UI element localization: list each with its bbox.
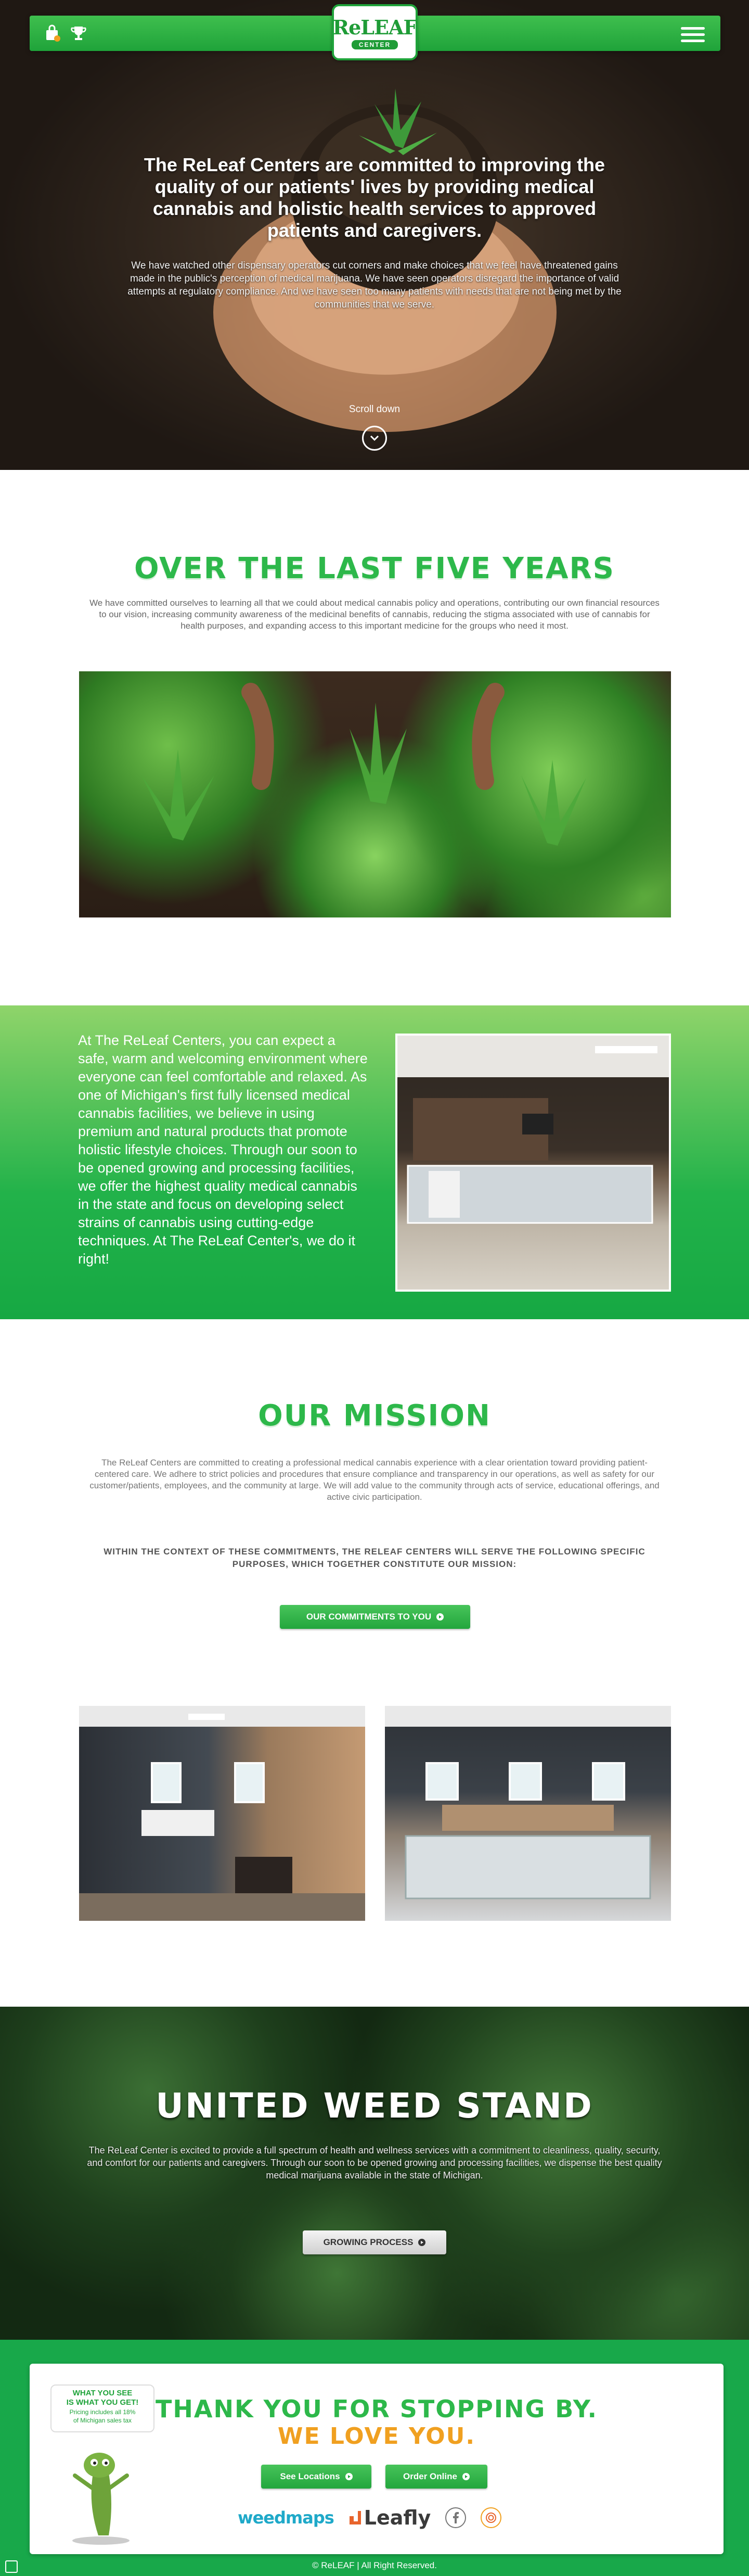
order-online-button[interactable] xyxy=(385,2465,487,2489)
mission-text: The ReLeaf Centers are committed to creating a professional medical cannabis experience with a clear orientation toward providing patient-centered care. We adhere to strict policies and procedures that ensure compliance and transparency in our operations, as well as safety for our customer/patients, employees, and the community at large. We will add value to the community through acts of service, educational offerings, and active civic participation. xyxy=(89,1458,660,1502)
badge-line-2: IS WHAT YOU GET! xyxy=(66,2398,139,2407)
instagram-icon[interactable] xyxy=(481,2507,501,2528)
releaf-logo[interactable] xyxy=(332,4,418,60)
arrow-right-icon xyxy=(418,2239,425,2246)
growing-process-label: GROWING PROCESS xyxy=(323,2237,414,2247)
mission-purpose-statement: WITHIN THE CONTEXT OF THESE COMMITMENTS, THE RELEAF CENTERS WILL SERVE THE FOLLOWING SPECIFIC PURPOSES, WHICH TOGETHER CONSTITUTE OUR MISSION: xyxy=(104,1547,645,1569)
badge-line-4: of Michigan sales tax xyxy=(73,2417,132,2424)
footer-card xyxy=(30,2364,724,2554)
lizard-mascot-icon xyxy=(62,2442,140,2546)
leafly-label: Leafly xyxy=(364,2506,431,2529)
hands-soil-image xyxy=(187,42,583,458)
store-interior-photo xyxy=(395,1034,671,1292)
facebook-icon[interactable] xyxy=(445,2507,466,2528)
our-commitments-label: OUR COMMITMENTS TO YOU xyxy=(306,1612,432,1622)
weed-stand-section xyxy=(0,2007,749,2340)
about-text: At The ReLeaf Centers, you can expect a safe, warm and welcoming environment where everyone can feel comfortable and relaxed. As one of Michigan's first fully licensed medical cannabis facilities, we believe in using premium and natural products that promote holistic lifestyle choices. Through our soon to be opened growing and processing facilities, we offer the highest quality medical cannabis in the state and focus on developing select strains of cannabis using cutting-edge techniques. At The ReLeaf Center's, we do it right! xyxy=(78,1032,368,1267)
weedmaps-link[interactable]: weedmaps xyxy=(238,2508,334,2528)
mission-heading: OUR MISSION xyxy=(258,1399,491,1433)
see-locations-button[interactable] xyxy=(261,2465,371,2489)
arrow-right-icon xyxy=(436,1613,444,1621)
weed-stand-text: The ReLeaf Center is excited to provide a full spectrum of health and wellness services with a commitment to cleanliness, quality, security, and comfort for our patients and caregivers. Through our soon to be opened growing and processing facilities, we dispense the best quality medical marijuana available in the state of Michigan. xyxy=(87,2145,662,2180)
leafly-link[interactable] xyxy=(348,2506,431,2529)
thank-you-heading: THANK YOU FOR STOPPING BY. xyxy=(156,2395,598,2423)
copyright-text: © ReLEAF | All Right Reserved. xyxy=(312,2560,437,2570)
we-love-you-heading: WE LOVE YOU. xyxy=(277,2423,476,2450)
arrow-right-icon xyxy=(462,2473,470,2480)
cannabis-leaves-photo xyxy=(79,671,671,917)
see-locations-label: See Locations xyxy=(280,2471,340,2481)
footer xyxy=(0,2340,749,2576)
badge-line-1: WHAT YOU SEE xyxy=(72,2389,133,2398)
hero-section xyxy=(0,0,749,470)
growing-process-button[interactable] xyxy=(303,2230,446,2254)
logo-subtext: CENTER xyxy=(352,40,398,49)
our-commitments-button[interactable] xyxy=(280,1605,470,1629)
bag-icon[interactable] xyxy=(41,22,64,45)
about-band xyxy=(0,1005,749,1319)
dispensary-counter-photo xyxy=(385,1706,671,1921)
order-online-label: Order Online xyxy=(403,2471,457,2481)
trophy-icon[interactable] xyxy=(67,22,90,45)
five-years-heading: OVER THE LAST FIVE YEARS xyxy=(134,552,615,585)
menu-icon[interactable] xyxy=(681,27,705,43)
scroll-down-label: Scroll down xyxy=(348,404,401,415)
badge-line-3: Pricing includes all 18% xyxy=(69,2408,136,2416)
logo-text: ReLEAF xyxy=(332,15,417,39)
office-room-photo xyxy=(79,1706,365,1921)
arrow-right-icon xyxy=(345,2473,353,2480)
scroll-down-button[interactable] xyxy=(362,426,387,451)
weed-stand-heading: UNITED WEED STAND xyxy=(156,2086,593,2126)
chevron-down-icon xyxy=(369,435,380,442)
hero-description: We have watched other dispensary operators cut corners and make choices that we feel have threatened gains made in the public's perception of medical marijuana. We have seen operators disregard the importance of valid attempts at regulatory compliance. And we have seen too many patients with needs that are not being met by the communities that we serve. xyxy=(127,260,622,310)
leafly-leaf-icon xyxy=(348,2510,362,2526)
five-years-text: We have committed ourselves to learning all that we could about medical cannabis policy and operations, contributing our own financial resources to our vision, increasing community awareness of the medicinal benefits of cannabis, reducing the stigma associated with use of cannabis for health purposes, and expanding access to this important medicine for the groups who need it most. xyxy=(89,598,660,631)
partner-links xyxy=(238,2505,550,2530)
hero-title: The ReLeaf Centers are committed to improving the quality of our patients' lives by providing medical cannabis and holistic health services to approved patients and caregivers. xyxy=(144,154,605,241)
